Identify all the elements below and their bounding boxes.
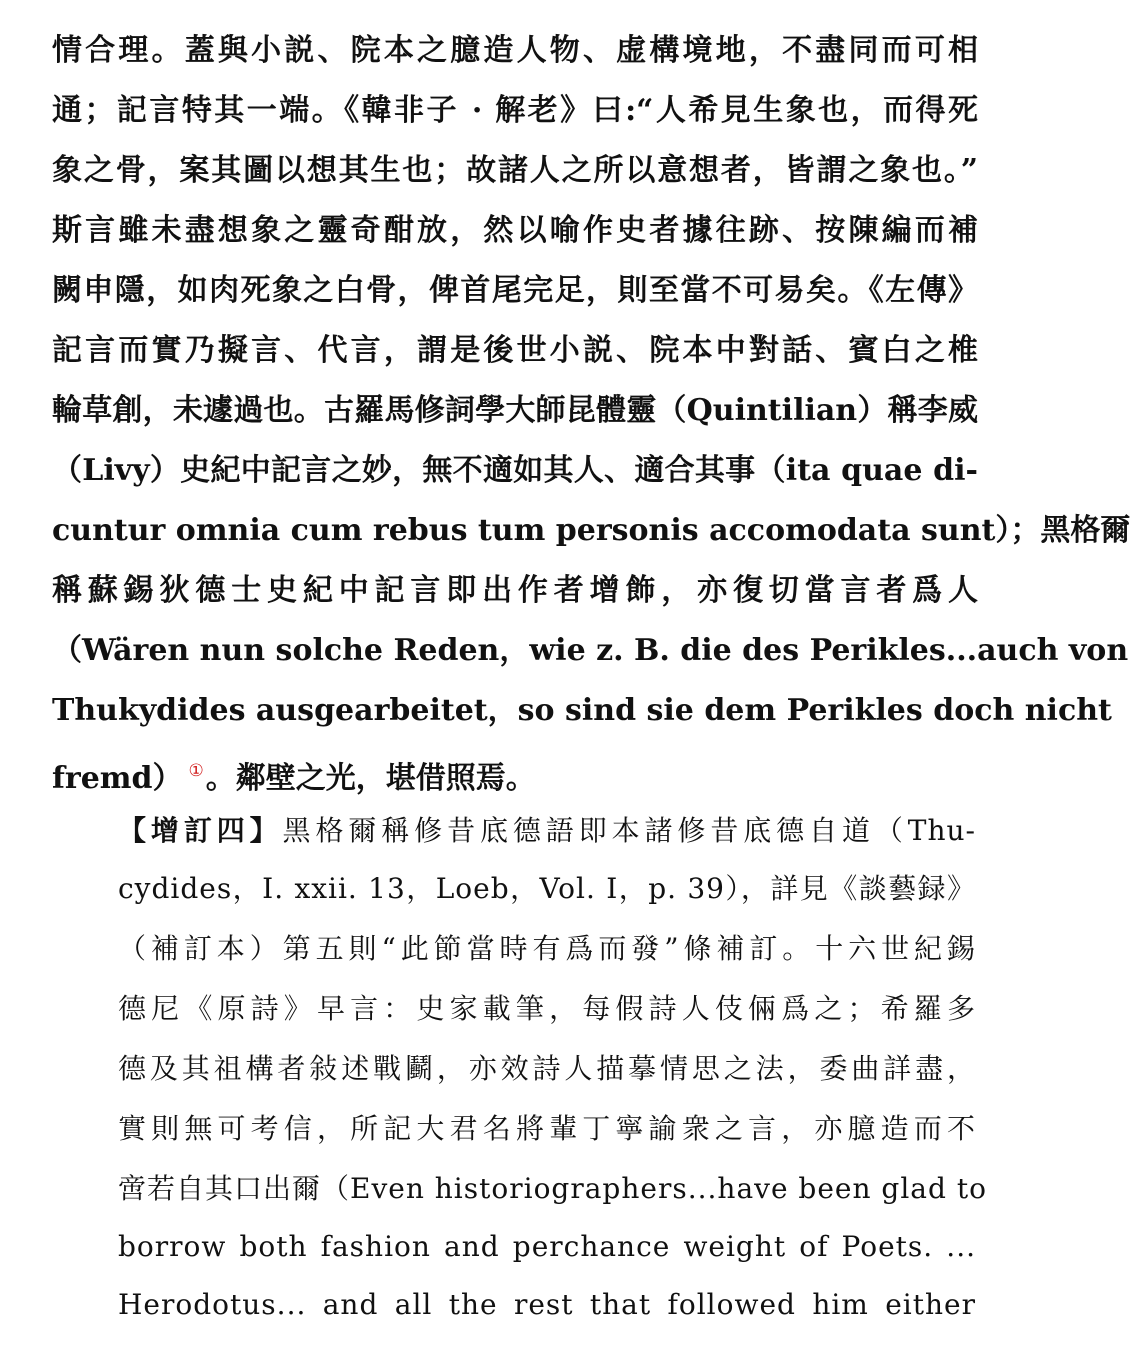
body-line-10: 稱蘇錫狄德士史紀中記言即出作者增飾，亦復切當言者爲人 [52, 573, 978, 608]
revision-line-6: 實則無可考信，所記大君名將輩丁寧諭衆之言，亦臆造而不 [118, 1112, 976, 1145]
body-line-12: Thukydides ausgearbeitet，so sind sie dem Perikles doch nicht [52, 693, 1112, 728]
revision-line-4: 德尼《原詩》早言：史家載筆，每假詩人伎倆爲之；希羅多 [118, 992, 976, 1025]
revision-heading: 【增訂四】 [118, 814, 283, 847]
revision-line-1-text: 黑格爾稱修昔底德語即本諸修昔底德自道（Thu- [282, 814, 976, 847]
body-line-11: （Wären nun solche Reden，wie z. B. die des Perikles...auch von [52, 633, 1129, 668]
body-line-8: （Livy）史紀中記言之妙，無不適如其人、適合其事（ita quae di- [52, 453, 978, 488]
body-line-7: 輪草創，未遽過也。古羅馬修詞學大師昆體靈（Quintilian）稱李威 [52, 393, 978, 428]
body-line-5: 闕申隱，如肉死象之白骨，俾首尾完足，則至當不可易矣。《左傳》 [52, 273, 978, 308]
revision-line-3: （補訂本）第五則“此節當時有爲而發”條補訂。十六世紀錫 [118, 932, 976, 965]
revision-line-2: cydides，I. xxii. 13，Loeb，Vol. I，p. 39），詳見《談藝録》 [118, 872, 976, 905]
body-line-4: 斯言雖未盡想象之靈奇酣放，然以喻作史者據往跡、按陳編而補 [52, 213, 978, 248]
body-line-2: 通；記言特其一端。《韓非子 · 解老》曰:“人希見生象也，而得死 [52, 93, 978, 128]
body-line-13 [52, 749, 978, 796]
body-line-13-start: fremd） [52, 761, 183, 796]
body-line-3: 象之骨，案其圖以想其生也；故諸人之所以意想者，皆謂之象也。” [52, 153, 978, 188]
revision-line-9: Herodotus... and all the rest that followed him either [118, 1288, 976, 1321]
body-line-13-end: 。鄰壁之光，堪借照焉。 [205, 761, 536, 796]
body-line-9: cuntur omnia cum rebus tum personis accomodata sunt）；黑格爾 [52, 513, 1130, 548]
body-line-6: 記言而實乃擬言、代言，謂是後世小説、院本中對話、賓白之椎 [52, 333, 978, 368]
body-line-1: 情合理。蓋與小説、院本之臆造人物、虚構境地，不盡同而可相 [52, 33, 978, 68]
revision-line-7: 啻若自其口出爾（Even historiographers...have been glad to [118, 1172, 987, 1205]
revision-line-1 [118, 811, 976, 851]
revision-line-5: 德及其祖構者敍述戰鬬，亦效詩人描摹情思之法，委曲詳盡， [118, 1052, 976, 1085]
revision-line-8: borrow both fashion and perchance weight of Poets. ... [118, 1230, 976, 1263]
footnote-marker[interactable]: ① [188, 761, 204, 781]
